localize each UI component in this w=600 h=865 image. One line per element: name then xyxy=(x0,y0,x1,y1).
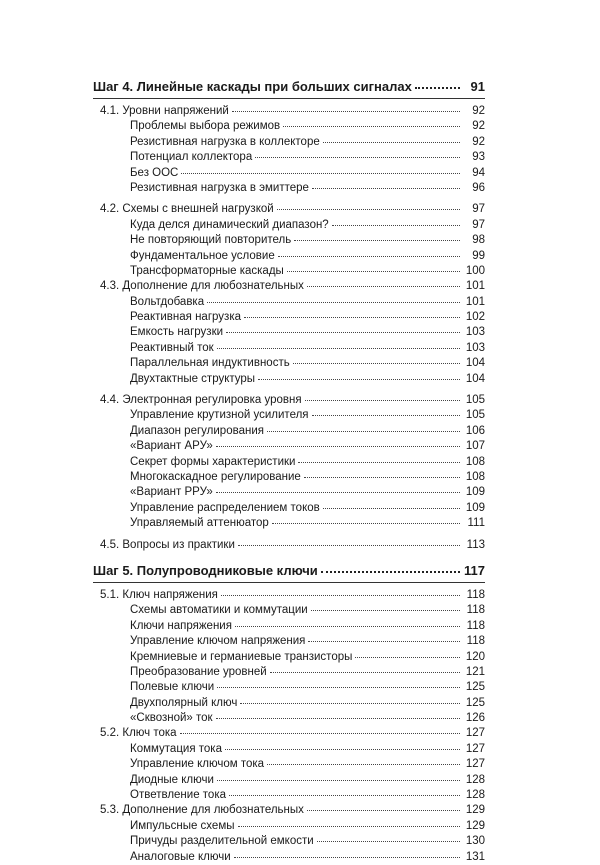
dot-leader xyxy=(298,461,460,463)
toc-page-number: 118 xyxy=(466,619,485,632)
dot-leader xyxy=(244,316,460,318)
toc-page-number: 108 xyxy=(465,470,485,483)
toc-section[interactable] xyxy=(93,202,485,217)
toc-entry-title: 5.2. Ключ тока xyxy=(100,727,177,740)
toc-entry-title: Управление крутизной усилителя xyxy=(130,409,309,422)
toc-entry-title: «Сквозной» ток xyxy=(130,712,213,725)
dot-leader xyxy=(415,86,460,89)
toc-section[interactable] xyxy=(93,803,485,818)
dot-leader xyxy=(323,141,460,143)
dot-leader xyxy=(304,476,460,478)
toc-entry-title: Управление ключом тока xyxy=(130,758,265,771)
dot-leader xyxy=(221,594,460,596)
toc-entry-title: Многокаскадное регулирование xyxy=(130,470,301,483)
toc-item[interactable] xyxy=(93,773,485,788)
toc-item[interactable] xyxy=(93,711,485,726)
toc-item[interactable] xyxy=(93,619,485,634)
toc-page-number: 100 xyxy=(465,264,485,277)
toc-item[interactable] xyxy=(93,455,485,470)
toc-entry-title: Резистивная нагрузка в эмиттере xyxy=(130,181,309,194)
toc-page-number: 92 xyxy=(472,135,485,148)
dot-leader xyxy=(217,779,460,781)
toc-page-number: 109 xyxy=(465,501,485,514)
toc-page-number: 125 xyxy=(465,696,485,709)
toc-item[interactable] xyxy=(93,372,485,387)
toc-item[interactable] xyxy=(93,424,485,439)
toc-entry-title: Куда делся динамический диапазон? xyxy=(130,218,329,231)
toc-item[interactable] xyxy=(93,834,485,849)
toc-item[interactable] xyxy=(93,166,485,181)
toc-item[interactable] xyxy=(93,249,485,264)
dot-leader xyxy=(287,270,460,272)
dot-leader xyxy=(305,399,460,401)
toc-page-number: 129 xyxy=(465,804,485,817)
toc-page-number: 105 xyxy=(465,409,485,422)
toc-item[interactable] xyxy=(93,757,485,772)
dot-leader xyxy=(321,570,460,573)
toc-page-number: 129 xyxy=(465,819,485,832)
toc-page-number: 96 xyxy=(472,181,485,194)
toc-entry-title: Двухполярный ключ xyxy=(130,696,238,709)
dot-leader xyxy=(332,224,460,226)
toc-page-number: 97 xyxy=(472,203,485,216)
toc-entry-title: 4.3. Дополнение для любознательных xyxy=(100,280,304,293)
toc-item[interactable] xyxy=(93,501,485,516)
toc-page-number: 118 xyxy=(466,588,485,601)
dot-leader xyxy=(311,609,460,611)
dot-leader xyxy=(293,362,460,364)
toc-item[interactable] xyxy=(93,325,485,340)
toc-entry-title: Реактивная нагрузка xyxy=(130,311,241,324)
toc-page-number: 127 xyxy=(465,742,485,755)
table-of-contents xyxy=(93,78,485,865)
toc-item[interactable] xyxy=(93,295,485,310)
dot-leader xyxy=(283,125,460,127)
toc-entry-title: Двухтактные структуры xyxy=(130,372,256,385)
toc-page-number: 91 xyxy=(470,79,485,94)
toc-item[interactable] xyxy=(93,341,485,356)
toc-entry-title: Коммутация тока xyxy=(130,742,222,755)
toc-page-number: 97 xyxy=(472,218,485,231)
dot-leader xyxy=(307,809,460,811)
toc-item[interactable] xyxy=(93,850,485,865)
dot-leader xyxy=(312,414,460,416)
toc-page-number: 127 xyxy=(465,727,485,740)
toc-entry-title: Потенциал коллектора xyxy=(130,151,253,164)
dot-leader xyxy=(232,110,460,112)
toc-entry-title: Управляемый аттенюатор xyxy=(130,517,269,530)
toc-entry-title: Диодные ключи xyxy=(130,773,214,786)
toc-section[interactable] xyxy=(93,588,485,603)
toc-page-number: 120 xyxy=(465,650,485,663)
toc-item[interactable] xyxy=(93,356,485,371)
toc-page-number: 103 xyxy=(465,326,485,339)
dot-leader xyxy=(258,378,460,380)
toc-item[interactable] xyxy=(93,119,485,134)
toc-section[interactable] xyxy=(93,279,485,294)
toc-entry-title: «Вариант РРУ» xyxy=(130,486,213,499)
dot-leader xyxy=(267,430,460,432)
toc-page-number: 104 xyxy=(465,357,485,370)
dot-leader xyxy=(235,625,460,627)
toc-page-number: 93 xyxy=(472,151,485,164)
toc-page-number: 121 xyxy=(465,665,485,678)
dot-leader xyxy=(216,491,460,493)
toc-item[interactable] xyxy=(93,218,485,233)
toc-entry-title: Шаг 4. Линейные каскады при больших сигналах xyxy=(93,79,412,94)
dot-leader xyxy=(240,702,460,704)
toc-entry-title: Емкость нагрузки xyxy=(130,326,224,339)
toc-entry-title: Трансформаторные каскады xyxy=(130,264,284,277)
toc-item[interactable] xyxy=(93,680,485,695)
toc-page-number: 117 xyxy=(464,562,485,578)
toc-item[interactable] xyxy=(93,470,485,485)
toc-entry-title: Причуды разделительной емкости xyxy=(130,835,314,848)
toc-entry-title: Управление ключом напряжения xyxy=(130,635,306,648)
toc-chapter[interactable] xyxy=(93,78,485,95)
dot-leader xyxy=(277,208,460,210)
toc-entry-title: Схемы автоматики и коммутации xyxy=(130,604,308,617)
toc-page-number: 113 xyxy=(466,538,485,551)
toc-page-number: 103 xyxy=(465,341,485,354)
toc-entry-title: 5.1. Ключ напряжения xyxy=(100,588,218,601)
dot-leader xyxy=(270,671,460,673)
toc-page-number: 125 xyxy=(465,681,485,694)
toc-item[interactable] xyxy=(93,603,485,618)
toc-item[interactable] xyxy=(93,819,485,834)
dot-leader xyxy=(234,856,460,858)
dot-leader xyxy=(207,301,460,303)
toc-item[interactable] xyxy=(93,665,485,680)
dot-leader xyxy=(307,285,460,287)
toc-chapter[interactable] xyxy=(93,562,485,579)
toc-item[interactable] xyxy=(93,135,485,150)
dot-leader xyxy=(308,640,460,642)
dot-leader xyxy=(226,331,460,333)
toc-page-number: 92 xyxy=(472,105,485,117)
chapter-underline xyxy=(93,98,485,99)
toc-page-number: 94 xyxy=(472,166,485,179)
toc-entry-title: Фундаментальное условие xyxy=(130,249,275,262)
toc-entry-title: Секрет формы характеристики xyxy=(130,455,296,468)
toc-entry-title: 4.2. Схемы с внешней нагрузкой xyxy=(100,203,274,216)
toc-page-number: 111 xyxy=(467,517,485,530)
dot-leader xyxy=(216,445,460,447)
dot-leader xyxy=(238,825,461,827)
dot-leader xyxy=(229,794,460,796)
toc-entry-title: 4.4. Электронная регулировка уровня xyxy=(100,394,302,407)
toc-page-number: 109 xyxy=(465,486,485,499)
toc-page-number: 106 xyxy=(465,424,485,437)
toc-entry-title: Полевые ключи xyxy=(130,681,215,694)
dot-leader xyxy=(272,522,460,524)
dot-leader xyxy=(181,172,460,174)
toc-section[interactable] xyxy=(93,538,485,553)
toc-page-number: 104 xyxy=(465,372,485,385)
toc-entry-title: Управление распределением токов xyxy=(130,501,320,514)
toc-entry-title: Вольтдобавка xyxy=(130,295,205,308)
dot-leader xyxy=(317,840,460,842)
toc-page-number: 101 xyxy=(465,280,485,293)
dot-leader xyxy=(312,187,460,189)
toc-section[interactable] xyxy=(93,104,485,119)
toc-item[interactable] xyxy=(93,181,485,196)
toc-entry-title: «Вариант АРУ» xyxy=(130,440,213,453)
toc-entry-title: Ответвление тока xyxy=(130,789,227,802)
toc-page-number: 108 xyxy=(465,455,485,468)
toc-entry-title: Реактивный ток xyxy=(130,341,214,354)
toc-entry-title: Проблемы выбора режимов xyxy=(130,120,281,133)
toc-entry-title: Диапазон регулирования xyxy=(130,424,264,437)
toc-entry-title: Резистивная нагрузка в коллекторе xyxy=(130,135,320,148)
spacer xyxy=(93,553,485,562)
toc-page-number: 105 xyxy=(465,394,485,407)
toc-entry-title: 5.3. Дополнение для любознательных xyxy=(100,804,304,817)
toc-page-number: 99 xyxy=(472,249,485,262)
toc-page-number: 128 xyxy=(465,773,485,786)
toc-item[interactable] xyxy=(93,150,485,165)
toc-item[interactable] xyxy=(93,696,485,711)
toc-entry-title: Импульсные схемы xyxy=(130,819,235,832)
dot-leader xyxy=(355,656,460,658)
toc-page-number: 92 xyxy=(472,120,485,133)
toc-entry-title: Аналоговые ключи xyxy=(130,850,231,863)
toc-entry-title: Не повторяющий повторитель xyxy=(130,234,292,247)
toc-item[interactable] xyxy=(93,650,485,665)
toc-page-number: 128 xyxy=(465,789,485,802)
dot-leader xyxy=(255,156,460,158)
toc-page-number: 101 xyxy=(465,295,485,308)
dot-leader xyxy=(278,255,460,257)
toc-page-number: 130 xyxy=(465,835,485,848)
toc-item[interactable] xyxy=(93,485,485,500)
toc-entry-title: Кремниевые и германиевые транзисторы xyxy=(130,650,353,663)
dot-leader xyxy=(267,763,460,765)
toc-entry-title: Параллельная индуктивность xyxy=(130,357,290,370)
toc-section[interactable] xyxy=(93,393,485,408)
toc-item[interactable] xyxy=(93,788,485,803)
dot-leader xyxy=(217,686,460,688)
toc-item[interactable] xyxy=(93,233,485,248)
toc-entry-title: 4.1. Уровни напряжений xyxy=(100,105,229,117)
toc-item[interactable] xyxy=(93,264,485,279)
toc-item[interactable] xyxy=(93,516,485,531)
dot-leader xyxy=(238,544,460,546)
dot-leader xyxy=(323,507,460,509)
toc-page-number: 118 xyxy=(466,635,485,648)
toc-entry-title: Ключи напряжения xyxy=(130,619,232,632)
dot-leader xyxy=(294,239,460,241)
toc-page-number: 118 xyxy=(466,604,485,617)
chapter-underline xyxy=(93,582,485,583)
toc-page-number: 131 xyxy=(465,850,485,863)
toc-item[interactable] xyxy=(93,634,485,649)
dot-leader xyxy=(216,717,460,719)
toc-entry-title: 4.5. Вопросы из практики xyxy=(100,538,235,551)
toc-item[interactable] xyxy=(93,408,485,423)
dot-leader xyxy=(180,732,460,734)
toc-entry-title: Шаг 5. Полупроводниковые ключи xyxy=(93,562,318,578)
toc-page-number: 126 xyxy=(465,712,485,725)
toc-page-number: 127 xyxy=(465,758,485,771)
toc-page-number: 98 xyxy=(472,234,485,247)
toc-item[interactable] xyxy=(93,439,485,454)
dot-leader xyxy=(217,347,460,349)
toc-item[interactable] xyxy=(93,310,485,325)
toc-page-number: 102 xyxy=(465,311,485,324)
toc-entry-title: Преобразование уровней xyxy=(130,665,267,678)
toc-section[interactable] xyxy=(93,726,485,741)
toc-entry-title: Без ООС xyxy=(130,166,179,179)
toc-page-number: 107 xyxy=(465,440,485,453)
